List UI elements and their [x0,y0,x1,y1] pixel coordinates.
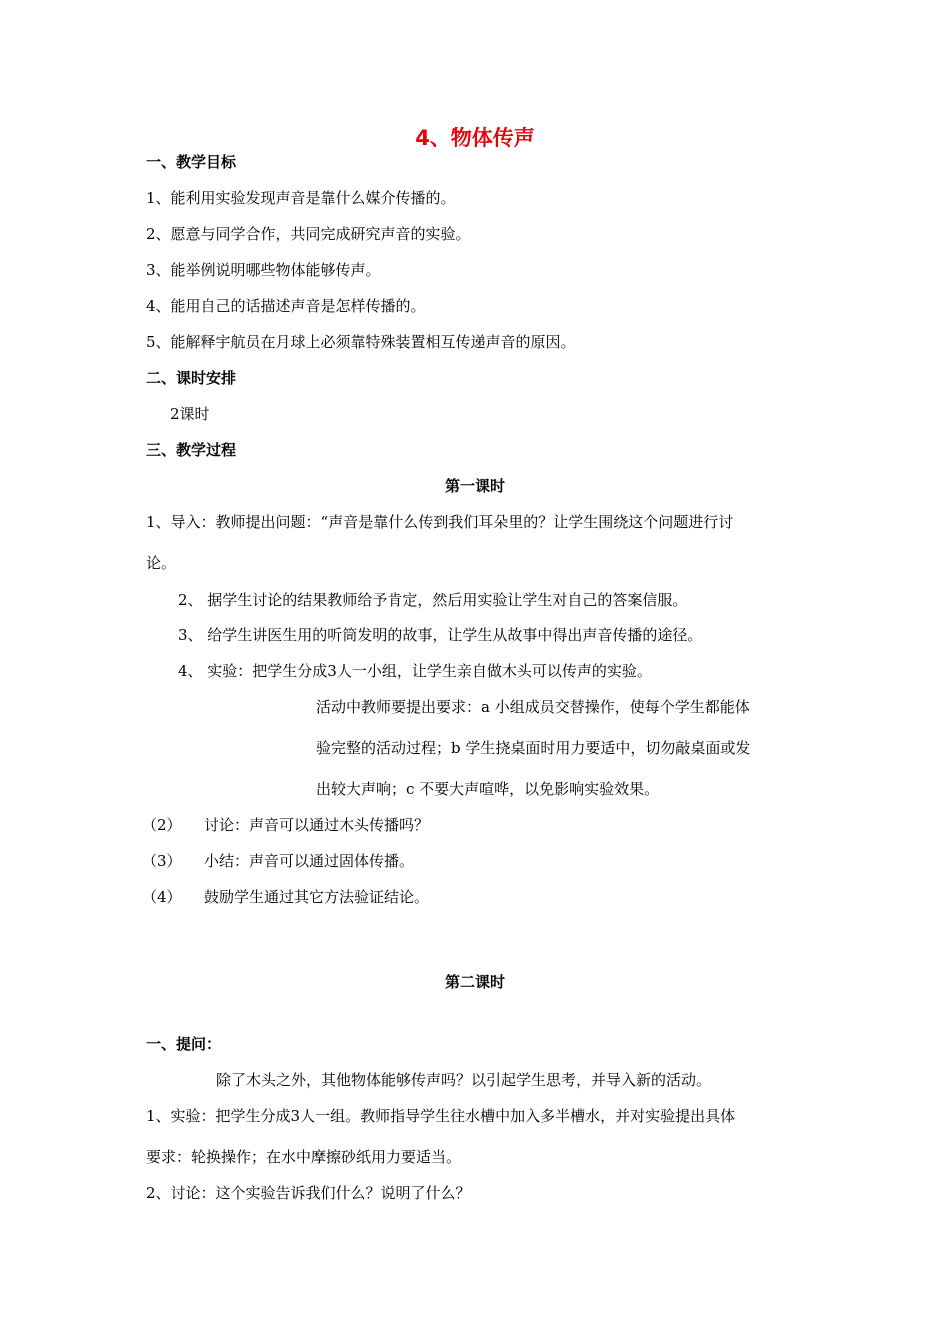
objective-item: 1、能利用实验发现声音是靠什么媒介传播的。 [146,189,456,207]
lesson1-paragraph: 1、导入：教师提出问题：“声音是靠什么传到我们耳朵里的？让学生围绕这个问题进行讨 [146,513,734,531]
section-heading-schedule: 二、课时安排 [146,369,237,387]
lesson1-requirements: 出较大声响；c 不要大声喧哗，以免影响实验效果。 [316,780,660,798]
objective-item: 5、能解释宇航员在月球上必须靠特殊装置相互传递声音的原因。 [146,333,576,351]
numbered-label: （3） [142,852,182,870]
numbered-label: （4） [142,888,182,906]
lesson1-paragraph: 4、 实验：把学生分成3人一小组，让学生亲自做木头可以传声的实验。 [178,662,652,680]
lesson1-requirements: 活动中教师要提出要求：a 小组成员交替操作，使每个学生都能体 [316,698,750,716]
lesson1-paragraph: 3、 给学生讲医生用的听筒发明的故事，让学生从故事中得出声音传播的途径。 [178,626,703,644]
lesson2-paragraph: 2、讨论：这个实验告诉我们什么？说明了什么？ [146,1184,471,1202]
lesson1-paragraph: 论。 [146,554,177,572]
section-heading-process: 三、教学过程 [146,441,237,459]
schedule-text: 2课时 [170,405,210,423]
lesson1-heading: 第一课时 [444,477,505,495]
lesson1-paragraph: 2、 据学生讨论的结果教师给予肯定，然后用实验让学生对自己的答案信服。 [178,591,688,609]
lesson1-requirements: 验完整的活动过程；b 学生挠桌面时用力要适中，切勿敲桌面或发 [316,739,751,757]
numbered-text: 小结：声音可以通过固体传播。 [204,852,415,870]
objective-item: 3、能举例说明哪些物体能够传声。 [146,261,381,279]
numbered-text: 鼓励学生通过其它方法验证结论。 [204,888,430,906]
numbered-label: （2） [142,816,182,834]
lesson2-heading: 第二课时 [444,973,505,991]
section-heading-objectives: 一、教学目标 [146,153,237,171]
objective-item: 4、能用自己的话描述声音是怎样传播的。 [146,297,426,315]
lesson2-intro: 除了木头之外，其他物体能够传声吗？以引起学生思考，并导入新的活动。 [216,1071,712,1089]
lesson2-paragraph: 要求：轮换操作；在水中摩擦砂纸用力要适当。 [146,1148,462,1166]
document-title: 4、物体传声 [415,126,535,150]
objective-item: 2、愿意与同学合作，共同完成研究声音的实验。 [146,225,471,243]
numbered-text: 讨论：声音可以通过木头传播吗？ [204,816,430,834]
lesson2-paragraph: 1、实验：把学生分成3人一组。教师指导学生往水槽中加入多半槽水，并对实验提出具体 [146,1107,736,1125]
lesson2-subheading: 一、提问： [146,1035,222,1053]
